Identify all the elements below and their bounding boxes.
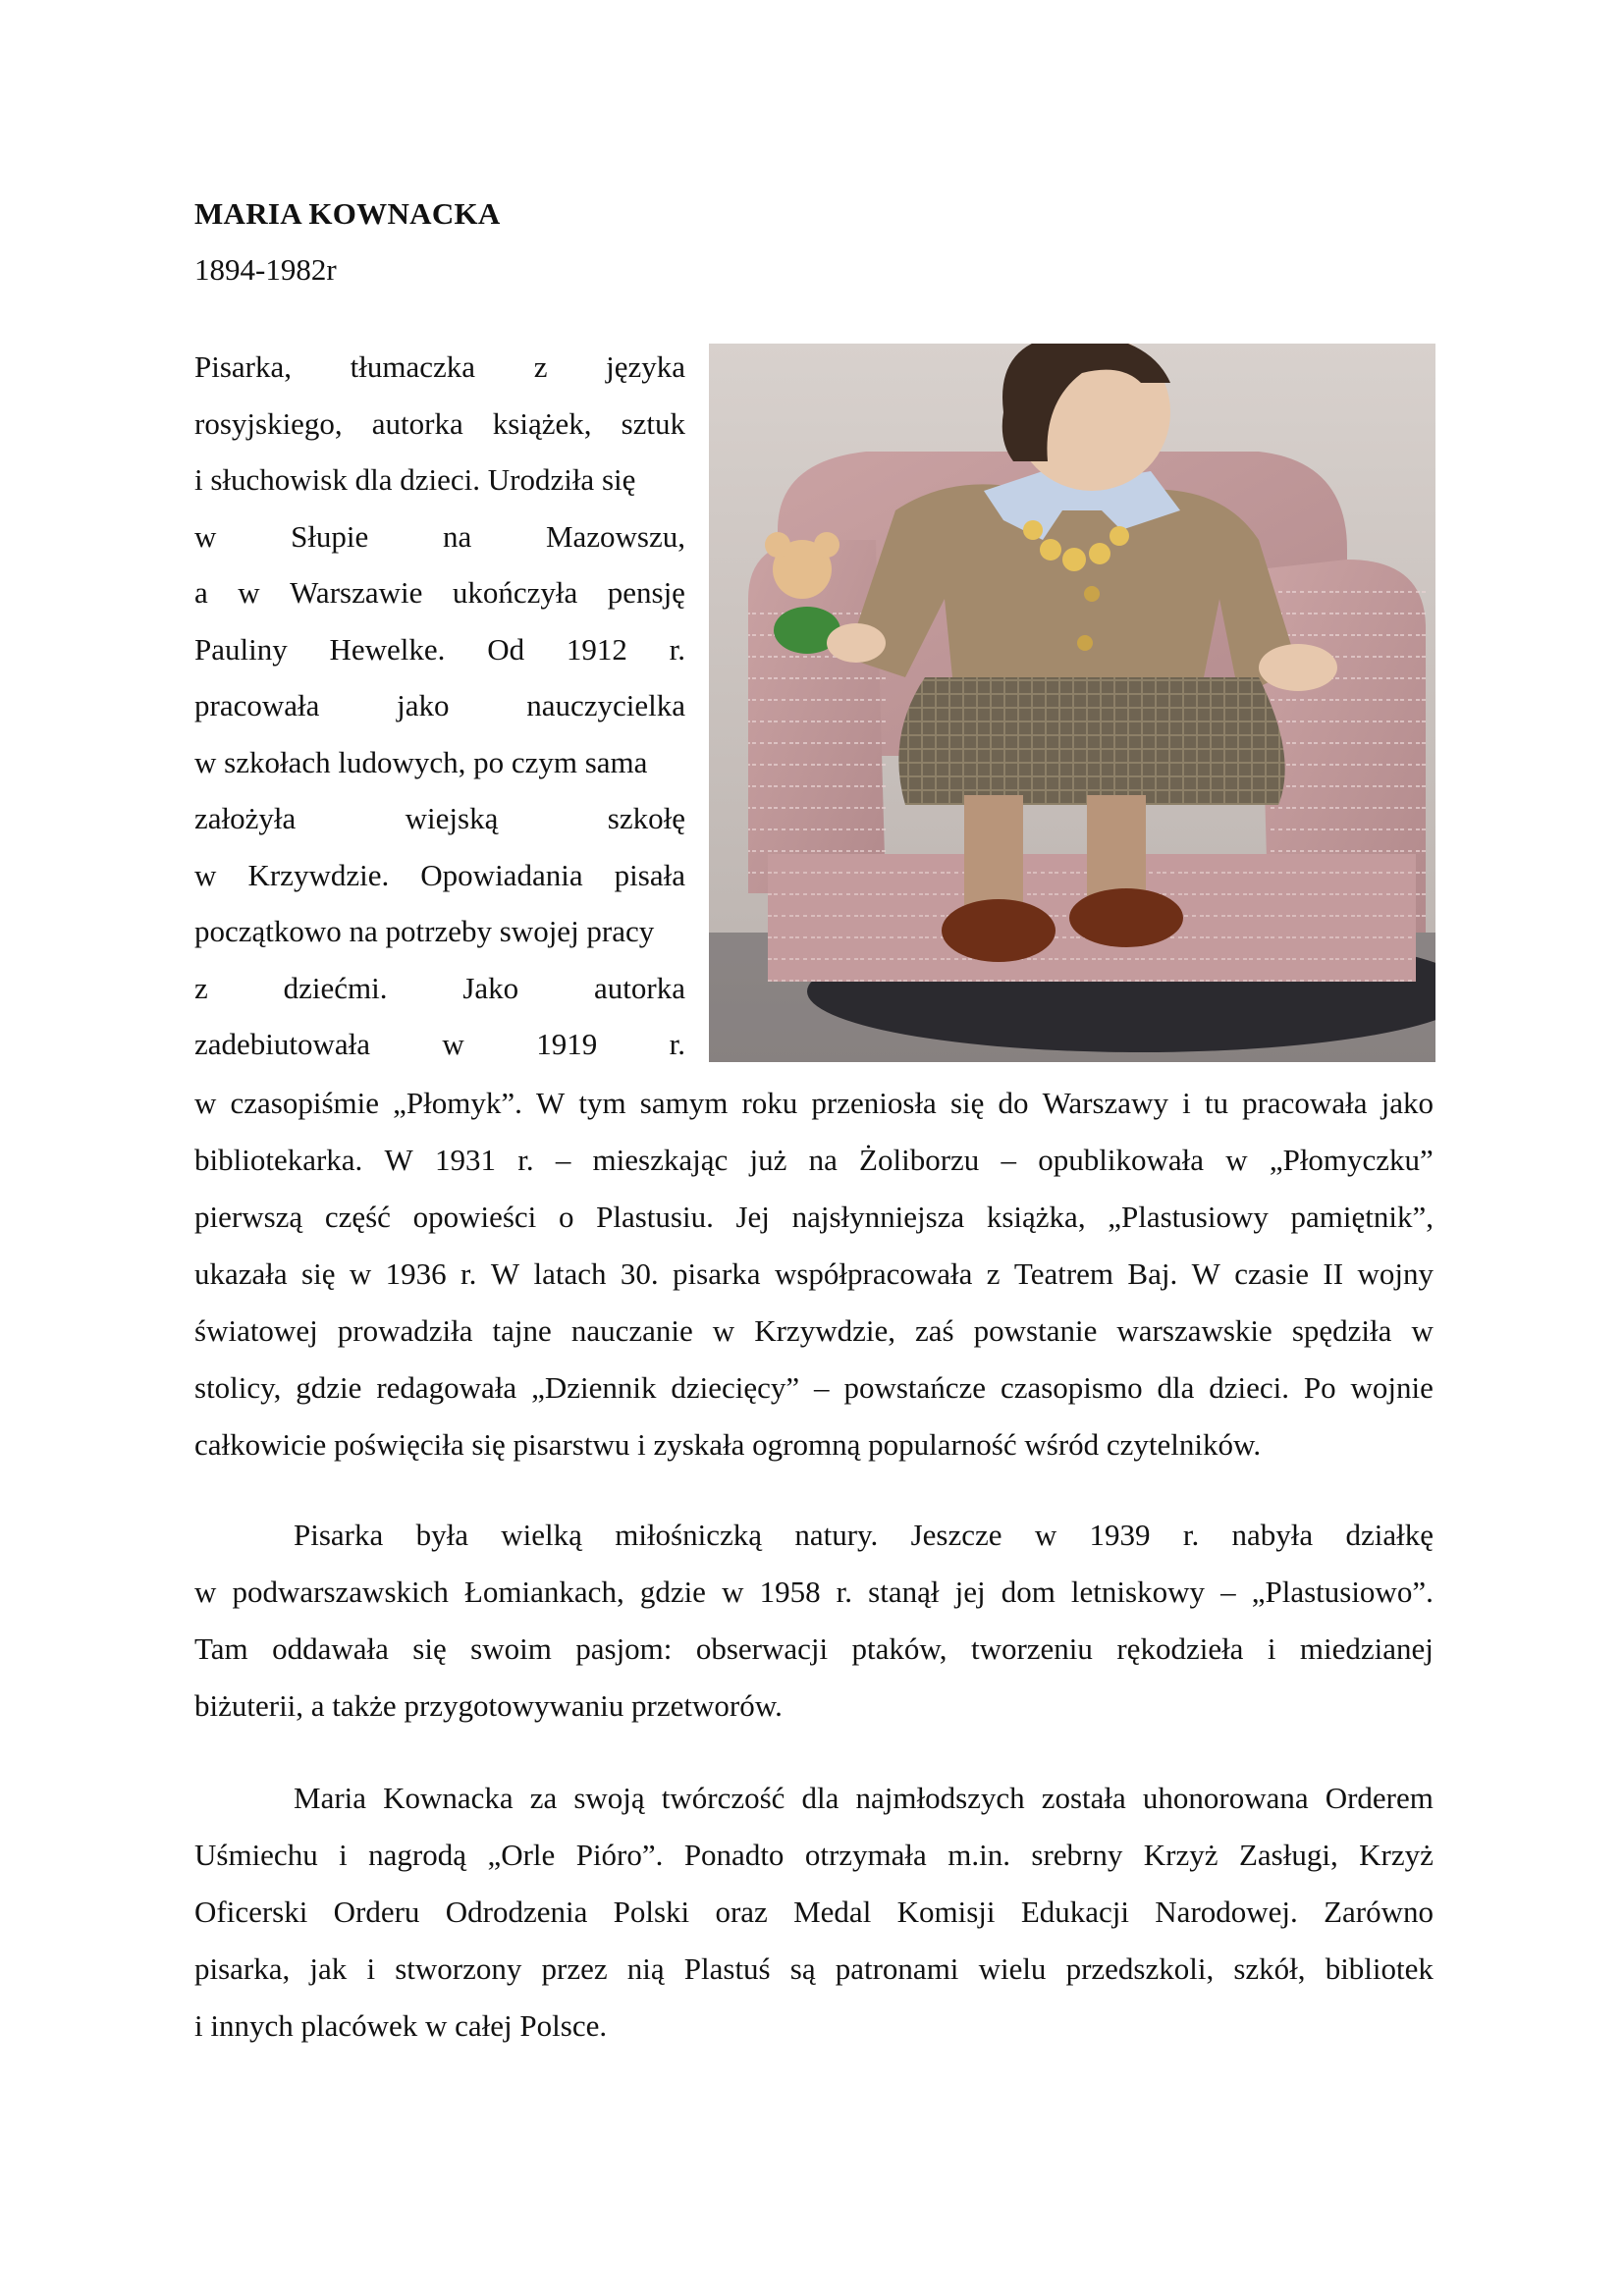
word: książka,: [986, 1200, 1086, 1234]
word: 1912: [566, 631, 627, 667]
word: Odrodzenia: [445, 1895, 588, 1929]
paragraph-honors: [194, 1770, 1434, 2055]
word: była: [415, 1518, 468, 1552]
text-line: i słuchowisk dla dzieci. Urodziła się: [194, 462, 636, 497]
text-line: całkowicie poświęciła się pisarstwu i zyskała ogromną popularność wśród czytelników.: [194, 1427, 1262, 1462]
word: działkę: [1345, 1518, 1434, 1552]
word: z: [194, 970, 208, 1005]
word: Komisji: [896, 1895, 996, 1929]
word: redagowała: [376, 1370, 517, 1405]
word: miedzianej: [1299, 1631, 1434, 1666]
word: gdzie: [639, 1575, 706, 1609]
text-line: [194, 508, 685, 565]
word: Maria: [294, 1781, 367, 1815]
word: warszawskie: [1116, 1313, 1272, 1348]
word: „Orle: [487, 1838, 556, 1872]
word: „Plastusiowo”.: [1251, 1575, 1434, 1609]
word: W: [490, 1256, 520, 1291]
word: jako: [397, 688, 450, 722]
word: r.: [517, 1143, 534, 1177]
word: nabyła: [1231, 1518, 1314, 1552]
word: szkół,: [1233, 1951, 1306, 1986]
word: wojnie: [1350, 1370, 1434, 1405]
text-column-beside-photo: [194, 339, 685, 1073]
word: Plastuś: [683, 1951, 771, 1986]
word: r.: [669, 631, 685, 667]
word: prowadziła: [337, 1313, 473, 1348]
word: patronami: [835, 1951, 959, 1986]
text-line: [194, 1507, 1434, 1564]
word: srebrny: [1031, 1838, 1123, 1872]
word: na: [443, 518, 472, 554]
word: podwarszawskich: [232, 1575, 449, 1609]
word: najmłodszych: [855, 1781, 1025, 1815]
word: o: [558, 1200, 574, 1234]
word: W: [384, 1143, 413, 1177]
word: m.in.: [947, 1838, 1010, 1872]
text-line: [194, 1303, 1434, 1360]
word: Po: [1303, 1370, 1336, 1405]
word: i: [1267, 1631, 1276, 1666]
word: –: [1001, 1143, 1017, 1177]
word: gdzie: [296, 1370, 362, 1405]
text-line: biżuterii, a także przygotowywaniu przetworów.: [194, 1688, 783, 1723]
word: 1936: [385, 1256, 447, 1291]
text-line: [194, 621, 685, 678]
word: otrzymała: [804, 1838, 927, 1872]
word: pierwszą: [194, 1200, 303, 1234]
word: dzieci.: [1209, 1370, 1289, 1405]
word: uhonorowana: [1142, 1781, 1309, 1815]
word: roku: [741, 1086, 798, 1120]
word: „Dziennik: [531, 1370, 657, 1405]
word: czasie: [1234, 1256, 1309, 1291]
word: założyła: [194, 801, 297, 835]
word: dom: [1001, 1575, 1056, 1609]
word: na: [808, 1143, 838, 1177]
word: ukazała: [194, 1256, 288, 1291]
word: dla: [801, 1781, 839, 1815]
word: a: [194, 575, 208, 610]
text-line: [194, 1075, 1434, 1132]
word: stolicy,: [194, 1370, 282, 1405]
text-line: [194, 564, 685, 621]
life-dates: 1894-1982r: [194, 252, 337, 287]
text-line: [194, 1564, 1434, 1621]
word: nią: [626, 1951, 665, 1986]
document-title: MARIA KOWNACKA: [194, 196, 501, 231]
word: bibliotek: [1325, 1951, 1434, 1986]
text-line: [194, 1132, 1434, 1189]
word: Łomiankach,: [464, 1575, 624, 1609]
text-line: [194, 847, 685, 904]
word: latach: [533, 1256, 607, 1291]
word: w: [238, 575, 260, 610]
word: Jej: [735, 1200, 770, 1234]
paragraph-biography: [194, 1075, 1434, 1473]
word: wielką: [501, 1518, 582, 1552]
word: Jako: [462, 970, 519, 1005]
word: miłośniczką: [615, 1518, 763, 1552]
word: szkołę: [607, 801, 685, 835]
word: się: [949, 1086, 985, 1120]
word: Mazowszu,: [545, 518, 685, 554]
word: obserwacji: [695, 1631, 829, 1666]
word: Warszawy: [1042, 1086, 1168, 1120]
word: rękodzieła: [1116, 1631, 1244, 1666]
word: i: [366, 1951, 376, 1986]
word: Orderem: [1325, 1781, 1434, 1815]
word: języka: [606, 349, 685, 384]
text-line: [194, 396, 685, 453]
word: autorka: [371, 405, 463, 441]
word: powstańcze: [843, 1370, 987, 1405]
word: –: [814, 1370, 830, 1405]
word: 1919: [536, 1027, 598, 1061]
doll-in-armchair-photo: [709, 344, 1435, 1062]
word: „Płomyczku”: [1269, 1143, 1434, 1177]
word: 1939: [1089, 1518, 1151, 1552]
word: do: [998, 1086, 1029, 1120]
word: Oficerski: [194, 1895, 308, 1929]
word: stanął: [868, 1575, 940, 1609]
word: w: [194, 1575, 217, 1609]
word: pasjom:: [575, 1631, 673, 1666]
word: w: [1225, 1143, 1248, 1177]
word: są: [789, 1951, 816, 1986]
word: W: [536, 1086, 566, 1120]
word: Ponadto: [683, 1838, 785, 1872]
word: Żoliborzu: [859, 1143, 980, 1177]
word: jej: [954, 1575, 986, 1609]
word: zaś: [915, 1313, 954, 1348]
word: współpracowała: [774, 1256, 973, 1291]
text-line: [194, 1770, 1434, 1827]
text-line: w szkołach ludowych, po czym sama: [194, 744, 648, 779]
word: Krzyż: [1143, 1838, 1218, 1872]
word: Warszawie: [290, 575, 423, 610]
word: Pióro”.: [575, 1838, 664, 1872]
word: dziecięcy”: [671, 1370, 800, 1405]
word: Pisarka,: [194, 349, 293, 384]
word: swoim: [470, 1631, 552, 1666]
word: r.: [1182, 1518, 1200, 1552]
word: się: [301, 1256, 336, 1291]
word: pracowała: [1242, 1086, 1368, 1120]
text-line: [194, 1827, 1434, 1884]
word: W: [1191, 1256, 1220, 1291]
word: „Płomyk”.: [393, 1086, 522, 1120]
word: Teatrem: [1013, 1256, 1114, 1291]
word: wiejską: [405, 801, 499, 835]
word: pensję: [607, 575, 685, 610]
word: 1931: [435, 1143, 497, 1177]
word: stworzony: [395, 1951, 522, 1986]
word: Plastusiu.: [596, 1200, 714, 1234]
word: wielu: [978, 1951, 1047, 1986]
text-line: [194, 1189, 1434, 1246]
word: nagrodą: [368, 1838, 467, 1872]
word: czasopiśmie: [230, 1086, 380, 1120]
word: nauczycielka: [526, 688, 685, 722]
text-line: [194, 790, 685, 847]
word: w: [194, 857, 217, 892]
text-line: [194, 1884, 1434, 1941]
text-line: [194, 1941, 1434, 1998]
word: światowej: [194, 1313, 318, 1348]
word: tłumaczka: [350, 349, 476, 384]
word: pracowała: [194, 688, 320, 722]
word: tym: [578, 1086, 626, 1120]
word: przedszkoli,: [1065, 1951, 1215, 1986]
word: książek,: [492, 405, 592, 441]
word: Narodowej.: [1155, 1895, 1298, 1929]
word: samym: [639, 1086, 729, 1120]
word: Krzywdzie,: [754, 1313, 895, 1348]
word: –: [555, 1143, 571, 1177]
word: za: [529, 1781, 558, 1815]
text-line: [194, 677, 685, 734]
word: w: [194, 518, 217, 554]
word: w: [712, 1313, 735, 1348]
word: tworzeniu: [970, 1631, 1093, 1666]
word: i: [339, 1838, 348, 1872]
word: w: [1034, 1518, 1057, 1552]
word: w: [194, 1086, 217, 1120]
word: r.: [669, 1027, 685, 1061]
word: bibliotekarka.: [194, 1143, 363, 1177]
text-line: [194, 960, 685, 1017]
word: Baj.: [1127, 1256, 1178, 1291]
word: wojny: [1357, 1256, 1434, 1291]
word: 1958: [759, 1575, 821, 1609]
word: tajne: [492, 1313, 552, 1348]
word: Edukacji: [1020, 1895, 1129, 1929]
word: Pauliny: [194, 631, 288, 667]
word: najsłynniejsza: [791, 1200, 965, 1234]
word: opowieści: [412, 1200, 537, 1234]
word: Jeszcze: [910, 1518, 1002, 1552]
word: Hewelke.: [329, 631, 446, 667]
word: sztuk: [621, 405, 685, 441]
word: powstanie: [973, 1313, 1098, 1348]
paragraph-nature: [194, 1507, 1434, 1735]
word: oddawała: [272, 1631, 389, 1666]
word: w: [722, 1575, 744, 1609]
word: pisała: [614, 857, 685, 892]
word: zadebiutowała: [194, 1027, 371, 1061]
text-line: [194, 339, 685, 396]
word: „Plastusiowy: [1108, 1200, 1269, 1234]
word: dziećmi.: [283, 970, 388, 1005]
word: –: [1220, 1575, 1236, 1609]
word: część: [324, 1200, 391, 1234]
word: Zarówno: [1324, 1895, 1434, 1929]
text-line: [194, 1246, 1434, 1303]
word: i: [1182, 1086, 1191, 1120]
text-line: początkowo na potrzeby swojej pracy: [194, 914, 655, 948]
word: z: [986, 1256, 1001, 1291]
word: mieszkając: [592, 1143, 729, 1177]
word: jak: [309, 1951, 348, 1986]
word: ukończyła: [452, 575, 578, 610]
word: w: [1411, 1313, 1434, 1348]
word: Od: [487, 631, 525, 667]
word: nauczanie: [570, 1313, 693, 1348]
word: pisarka,: [194, 1951, 291, 1986]
word: II: [1323, 1256, 1344, 1291]
word: ptaków,: [851, 1631, 947, 1666]
word: Medal: [793, 1895, 872, 1929]
word: Polski: [613, 1895, 690, 1929]
text-line: [194, 1360, 1434, 1416]
word: twórczość: [661, 1781, 785, 1815]
word: została: [1041, 1781, 1126, 1815]
text-line: [194, 1016, 685, 1073]
word: przeniosła: [811, 1086, 937, 1120]
word: spędziła: [1291, 1313, 1392, 1348]
word: już: [749, 1143, 787, 1177]
word: 30.: [620, 1256, 659, 1291]
word: oraz: [715, 1895, 768, 1929]
word: pamiętnik”,: [1290, 1200, 1434, 1234]
word: rosyjskiego,: [194, 405, 343, 441]
word: Krzywdzie.: [247, 857, 390, 892]
word: się: [412, 1631, 447, 1666]
word: Orderu: [333, 1895, 420, 1929]
word: przez: [541, 1951, 608, 1986]
word: autorka: [594, 970, 685, 1005]
word: letniskowy: [1070, 1575, 1205, 1609]
word: Pisarka: [294, 1518, 384, 1552]
text-line: i innych placówek w całej Polsce.: [194, 2008, 608, 2043]
word: czasopismo: [1000, 1370, 1143, 1405]
word: jako: [1380, 1086, 1434, 1120]
word: opublikowała: [1038, 1143, 1204, 1177]
word: Krzyż: [1359, 1838, 1434, 1872]
word: Tam: [194, 1631, 248, 1666]
word: w: [442, 1027, 464, 1061]
word: dla: [1157, 1370, 1195, 1405]
word: Uśmiechu: [194, 1838, 318, 1872]
word: Zasługi,: [1238, 1838, 1338, 1872]
word: Opowiadania: [420, 857, 583, 892]
word: w: [349, 1256, 372, 1291]
text-line: [194, 1621, 1434, 1678]
word: natury.: [794, 1518, 879, 1552]
word: z: [533, 349, 548, 384]
word: r.: [460, 1256, 477, 1291]
word: tu: [1204, 1086, 1228, 1120]
word: swoją: [573, 1781, 645, 1815]
word: Słupie: [291, 518, 369, 554]
word: Kownacka: [383, 1781, 514, 1815]
word: pisarka: [673, 1256, 761, 1291]
word: r.: [836, 1575, 853, 1609]
